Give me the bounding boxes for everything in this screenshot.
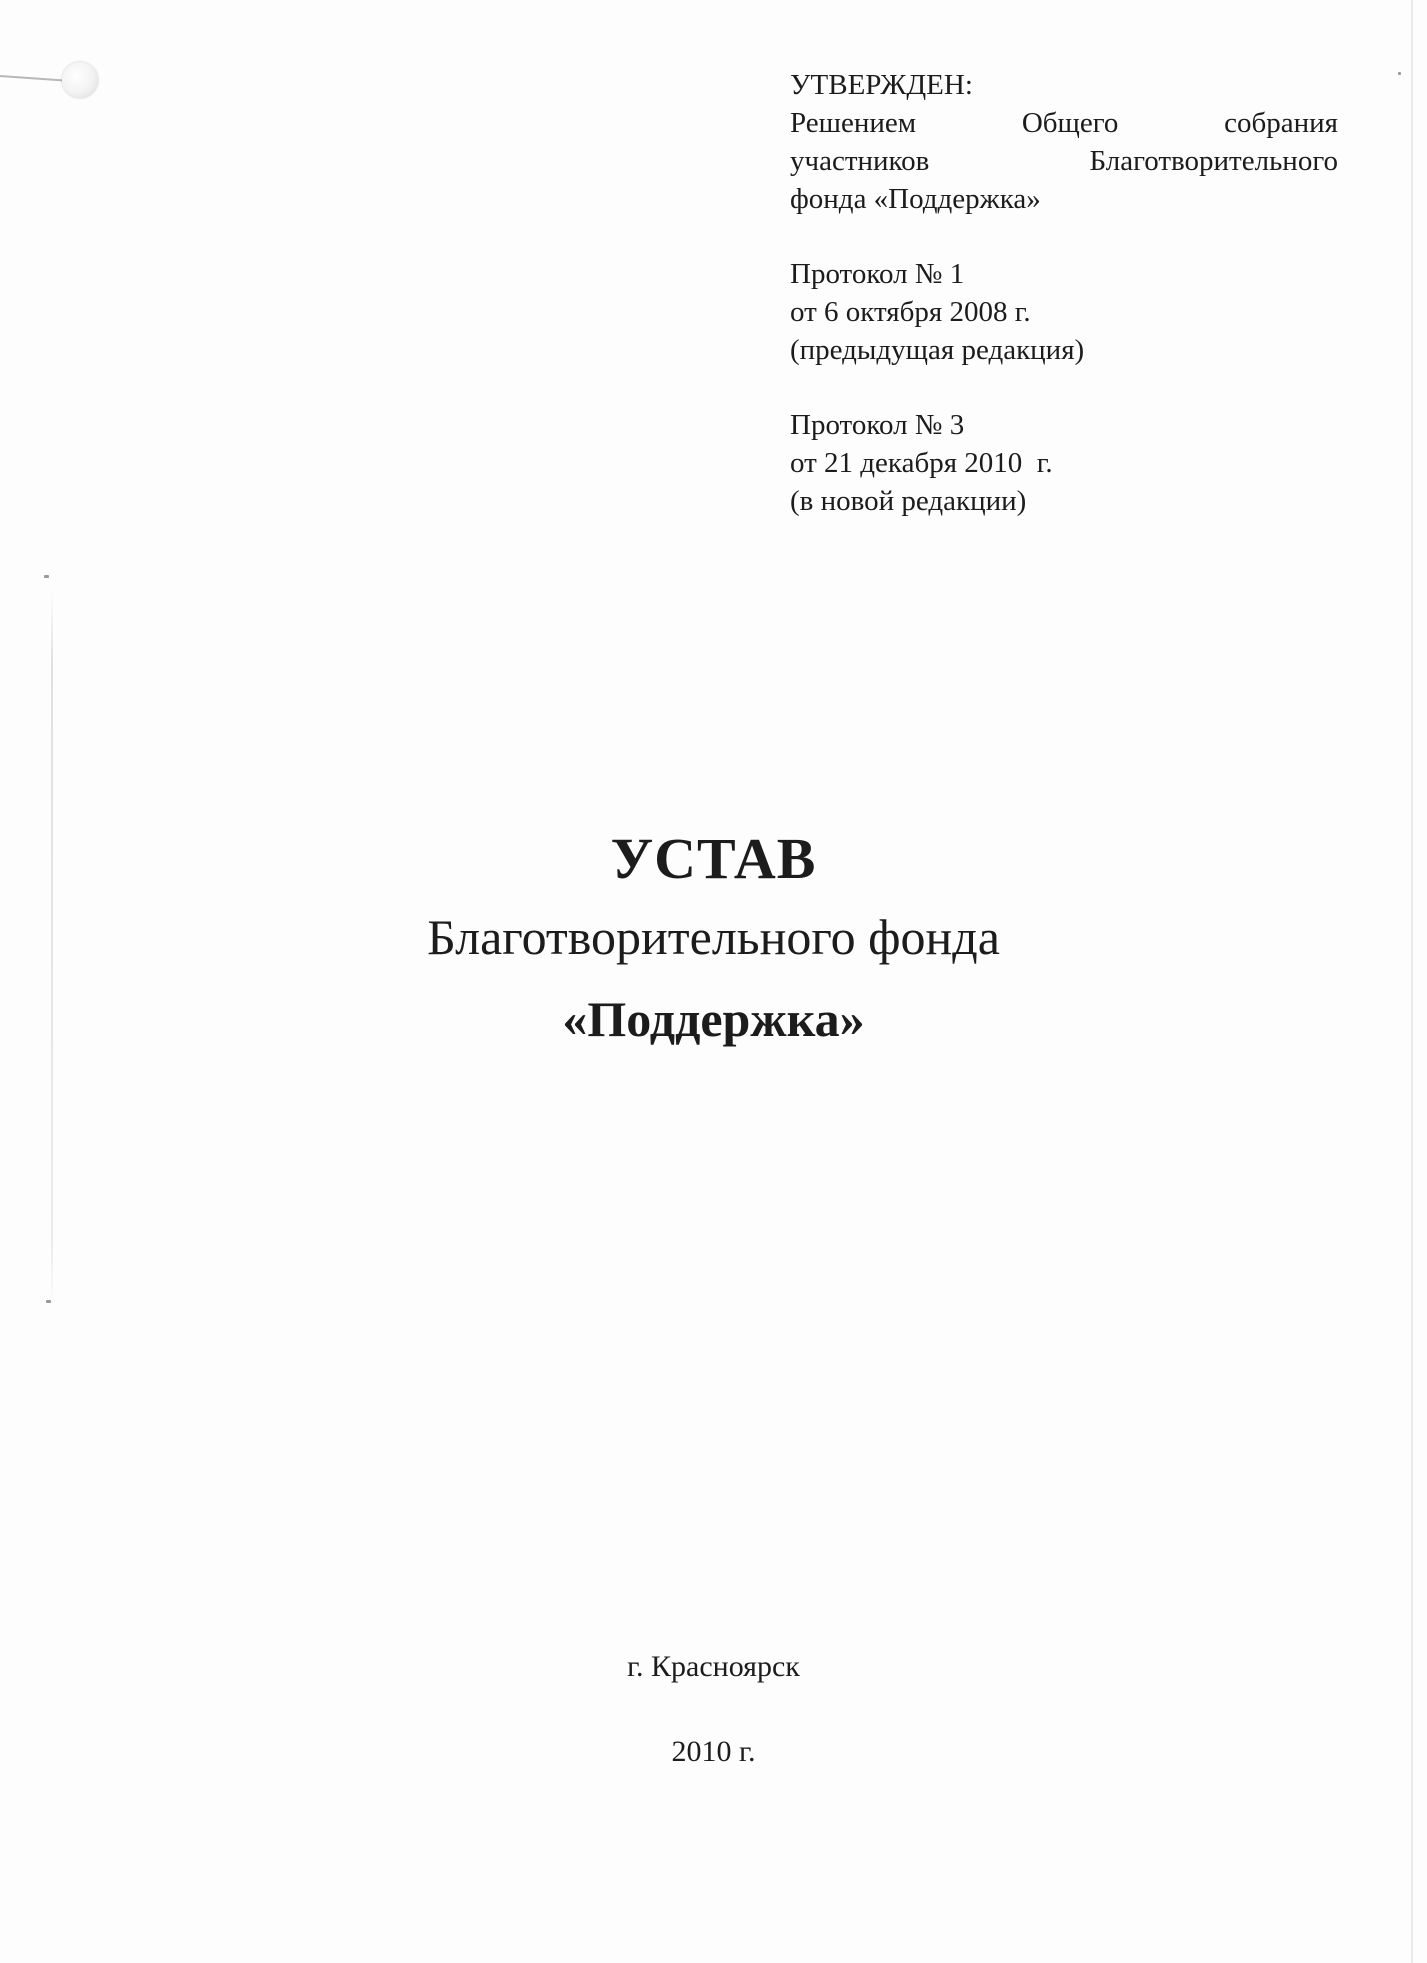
document-subtitle: Благотворительного фонда xyxy=(427,909,1000,965)
spacer xyxy=(790,218,1338,255)
footer-year: 2010 г. xyxy=(671,1735,756,1768)
scan-speck xyxy=(46,1300,51,1303)
protocol-1-number: Протокол № 1 xyxy=(790,258,965,290)
protocol-2-number: Протокол № 3 xyxy=(790,409,965,441)
protocol-1-date: от 6 октября 2008 г. xyxy=(790,296,1031,328)
approval-line-2 xyxy=(790,142,1338,180)
document-organization-name: «Поддержка» xyxy=(562,991,865,1047)
scan-speck xyxy=(44,575,49,578)
binding-thread xyxy=(0,75,66,82)
protocol-2-note: (в новой редакции) xyxy=(790,485,1027,517)
approval-word: Общего xyxy=(1021,107,1119,139)
approval-word: Решением xyxy=(790,107,917,139)
approval-block xyxy=(790,66,1338,520)
document-title: УСТАВ xyxy=(610,826,817,891)
approval-line-3: фонда «Поддержка» xyxy=(790,183,1041,215)
footer-city: г. Красноярск xyxy=(627,1650,800,1683)
approval-word: Благотворительного xyxy=(1089,145,1338,177)
binding-knob xyxy=(62,62,98,98)
approval-line-1 xyxy=(790,104,1338,142)
scan-speck xyxy=(1398,72,1401,75)
approval-heading: УТВЕРЖДЕН: xyxy=(790,69,973,101)
approval-word: собрания xyxy=(1224,107,1338,139)
protocol-2-date: от 21 декабря 2010 г. xyxy=(790,447,1053,479)
approval-word: участников xyxy=(790,145,930,177)
protocol-1-note: (предыдущая редакция) xyxy=(790,334,1085,366)
spacer xyxy=(790,369,1338,406)
